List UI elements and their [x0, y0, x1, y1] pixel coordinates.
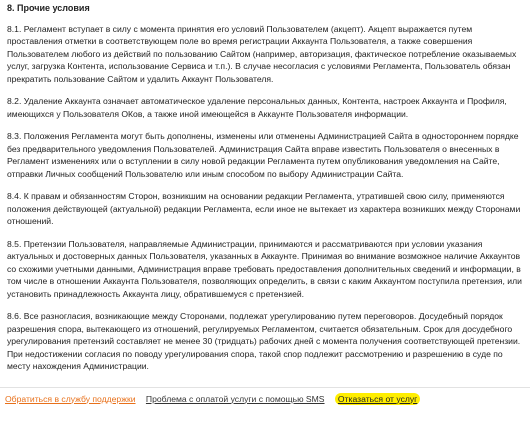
footer-links [5, 393, 428, 405]
paragraph-8-3: 8.3. Положения Регламента могут быть дополнены, изменены или отменены Администрацией Сайта в одностороннем порядке без предварительного уведомления Пользователей. Администрация Сайта вправе известить Пользователя о внесенных в Регламент изменениях или о вступлении в силу новой редакции Регламента путем опубликования уведомления на Сайте, отправки Личных сообщений Пользователю или иным способом по выбору Администрации Сайта. [7, 131, 519, 179]
paragraph-8-6: 8.6. Все разногласия, возникающие между Сторонами, подлежат урегулированию путем переговоров. Досудебный порядок разрешения спора, вытекающего из отношений, регулируемых Регламентом, считается обязательным. Срок для досудебного урегулирования претензий составляет не менее 30 (тридцать) рабочих дней с момента получения соответствующей претензии. При недостижении согласия по поводу урегулирования спора, такой спор подлежит рассмотрению и разрешению в суде по месту нахождения Администрации. [7, 311, 521, 371]
section-title: 8. Прочие условия [7, 3, 90, 13]
paragraph-8-4: 8.4. К правам и обязанностям Сторон, возникшим на основании редакции Регламента, утратившей свою силу, применяются положения действующей (актуальной) редакции Регламента, если иное не вытекает из характера возникших между Сторонами отношений. [7, 191, 521, 226]
footer-divider [0, 387, 530, 388]
paragraph-8-2: 8.2. Удаление Аккаунта означает автоматическое удаление персональных данных, Контента, настроек Аккаунта и Профиля, имеющихся у Пользователя ОКов, а также иной имеющейся в Аккаунте Пользователя информации. [7, 96, 507, 119]
paragraph-8-1: 8.1. Регламент вступает в силу с момента принятия его условий Пользователем (акцепт). Акцепт выражается путем проставления отметки в соответствующем поле во время регистрации Аккаунта Пользователя, а также совершения Пользователем любого из действий по пользованию Сайтом (например, авторизация, фактическое потребление оказываемых услуг, загрузка Контента, использование Сервиса и т.п.). В случае несогласия с условиями Регламента, Пользователь обязан прекратить пользование Сайтом и удалить Аккаунт Пользователя. [7, 23, 517, 84]
cancel-services-link[interactable]: Отказаться от услуг [335, 393, 420, 405]
terms-section [7, 0, 523, 383]
sms-payment-problem-link[interactable]: Проблема с оплатой услуги с помощью SMS [145, 393, 325, 404]
support-link[interactable]: Обратиться в службу поддержки [5, 393, 136, 404]
paragraph-8-5: 8.5. Претензии Пользователя, направляемые Администрации, принимаются и рассматриваются при условии указания актуальных и достоверных данных Пользователя, указанных в Аккаунте. Принимая во внимание возможное наличие Аккаунтов со схожими учетными данными, Администрация вправе требовать предоставления дополнительных сведений и информации, в том числе в отношении Аккаунта Пользователя, позволяющих определить, в связи с каким Аккаунтом поступила претензия, или установить принадлежность Аккаунта лицу, обратившемуся с претензией. [7, 238, 522, 299]
